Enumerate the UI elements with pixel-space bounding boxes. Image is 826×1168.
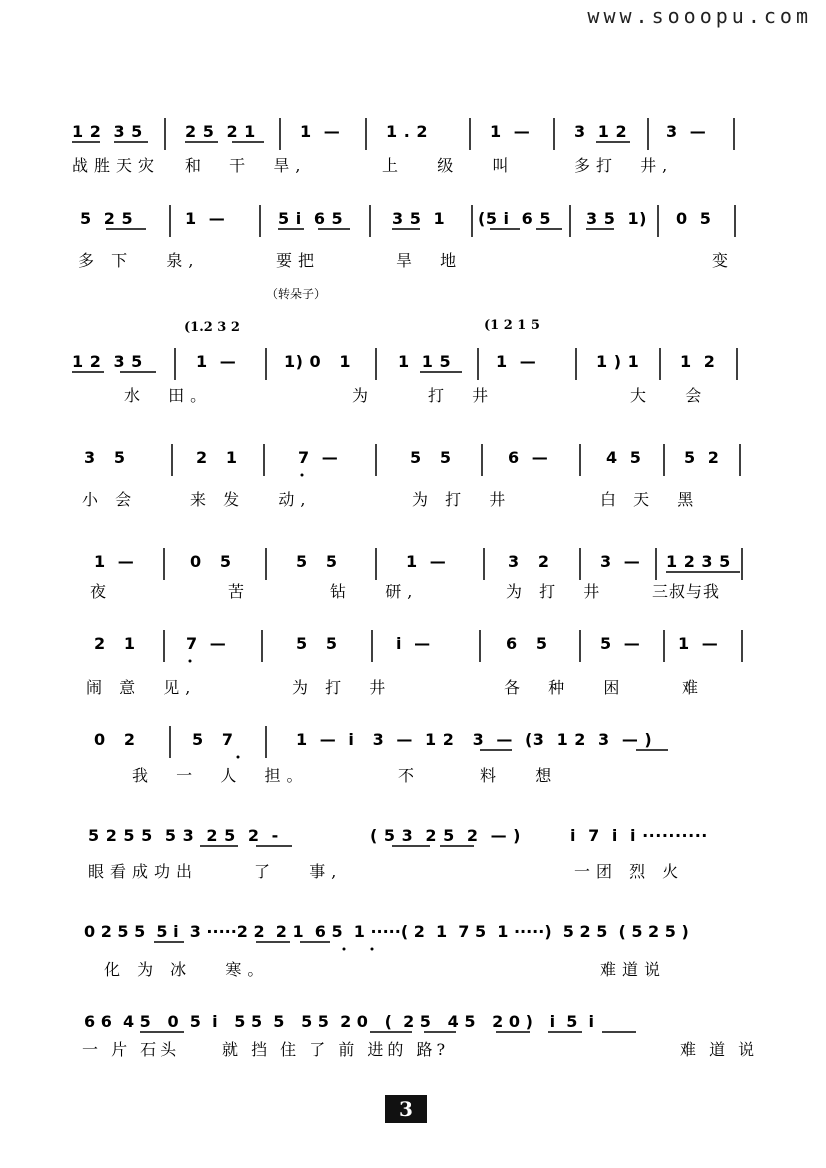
lyric: 为 打 井 <box>412 490 512 509</box>
lyric: 苦 <box>228 582 251 601</box>
note-group: 0 2 <box>94 730 136 749</box>
lyric: 化 为 冰 寒。 <box>104 960 270 979</box>
note-group: 5 5 <box>410 448 452 467</box>
lyric: 钻 研, <box>330 582 419 601</box>
note-group: 1) 0 1 <box>284 352 351 371</box>
lyric: 就 挡 住 了 前 进的 路? <box>222 1040 450 1059</box>
notation-marks <box>0 822 826 862</box>
note-group: 1 ) 1 <box>596 352 640 371</box>
note-group: i — <box>396 634 431 653</box>
note-group: 2 1 <box>196 448 238 467</box>
lyric: 打 井 <box>428 386 495 405</box>
note-group: 1 1 5 <box>398 352 452 371</box>
notation-marks <box>0 918 826 958</box>
lyric: 为 打 井 <box>292 678 392 697</box>
lyric: 一团 烈 火 <box>574 862 685 881</box>
notation-marks <box>0 630 826 670</box>
watermark: www.sooopu.com <box>587 4 812 28</box>
lyric: 上 级 叫 <box>382 156 515 175</box>
note-group: 1 — <box>94 552 135 571</box>
note-group: 1 — i 3 — 1 2 3 — (3 1 2 3 — ) <box>296 730 653 749</box>
note-group: 5 5 <box>296 552 338 571</box>
lyric: 不 <box>398 766 421 785</box>
note-group: 1 — <box>196 352 237 371</box>
note-group: 5 — <box>600 634 641 653</box>
notation-marks <box>0 444 826 484</box>
lyric: 多 下 泉, <box>78 251 200 270</box>
note-group: i 7 i i ·········· <box>570 826 708 845</box>
lyric: 战胜天灾 <box>72 156 161 175</box>
lyrics-line <box>0 1040 826 1140</box>
note-group: 3 2 <box>508 552 550 571</box>
lyric: 变 <box>712 251 735 270</box>
lyric: 来 发 动, <box>190 490 312 509</box>
note-group: 2 1 <box>94 634 136 653</box>
note-group: 5 5 <box>296 634 338 653</box>
note-group: 5 2 5 5 5 3 2 5 2 - <box>88 826 279 845</box>
note-group: 1 2 3 5 <box>666 552 731 571</box>
lyric: 眼看成功出 <box>88 862 199 881</box>
notation-marks <box>0 726 826 766</box>
note-group: 7 — <box>186 634 227 653</box>
notation-marks <box>0 205 826 245</box>
lyric: 一 片 石头 <box>82 1040 181 1059</box>
note-group: 1 2 3 5 <box>72 352 143 371</box>
lyric: 夜 <box>90 582 113 601</box>
note-group: 1 . 2 <box>386 122 428 141</box>
note-group: 0 5 <box>676 209 712 228</box>
lyric: 旱 地 <box>396 251 463 270</box>
note-group: 1 2 3 5 <box>72 122 143 141</box>
note-group: 3 5 1 <box>392 209 446 228</box>
note-group: 3 — <box>600 552 641 571</box>
note-group: 4 5 <box>606 448 642 467</box>
note-group: 5 2 <box>684 448 720 467</box>
note-group: 5 7 <box>192 730 234 749</box>
lyric: 小 会 <box>82 490 138 509</box>
note-group: 2 5 2 1 <box>185 122 256 141</box>
lyric: 多打 井, <box>574 156 674 175</box>
note-group: 0 2 5 5 5 i 3 ·····2 2 2 1 6 5 1 ·····( 2 1 7 5 1 ·····) 5 2 5 ( 5 2 5 ) <box>84 922 689 941</box>
grace-notes: (1.2 3 2 <box>184 320 240 335</box>
lyric: 要把 <box>276 251 321 270</box>
note-group: 3 5 1) <box>586 209 647 228</box>
lyric: 和 干 旱, <box>185 156 307 175</box>
note-group: 5 2 5 <box>80 209 134 228</box>
notation-marks <box>0 118 826 158</box>
lyric: 水 田。 <box>124 386 213 405</box>
lyric: 料 想 <box>480 766 558 785</box>
lyric: 我 一 人 担。 <box>132 766 309 785</box>
note-group: 1 — <box>490 122 531 141</box>
lyric: 难 道 说 <box>680 1040 759 1059</box>
lyric: 三叔与我 <box>652 582 721 601</box>
lyric: 为 <box>352 386 375 405</box>
note-group: 1 2 <box>680 352 716 371</box>
notation-marks <box>0 348 826 388</box>
lyric: 各 种 困 <box>504 678 626 697</box>
note-group: 6 — <box>508 448 549 467</box>
note-group: 1 — <box>496 352 537 371</box>
annotation-label: （转朵子） <box>266 287 327 301</box>
note-group: 0 5 <box>190 552 232 571</box>
note-group: 3 — <box>666 122 707 141</box>
lyric: 难道说 <box>600 960 667 979</box>
note-group: 5 i 6 5 <box>278 209 344 228</box>
lyric: 了 事, <box>254 862 343 881</box>
page-number: 3 <box>385 1095 427 1123</box>
lyric: 大 会 <box>630 386 708 405</box>
note-group: 1 — <box>185 209 226 228</box>
note-group: 1 — <box>406 552 447 571</box>
lyric: 白 天 黑 <box>600 490 700 509</box>
note-group: 1 — <box>300 122 341 141</box>
lyric: 闹 意 见, <box>86 678 197 697</box>
lyric: 为 打 井 <box>506 582 606 601</box>
lyric: 难 <box>682 678 705 697</box>
note-group: 3 1 2 <box>574 122 628 141</box>
note-group: 1 — <box>678 634 719 653</box>
note-group: (5 i 6 5 <box>478 209 551 228</box>
note-group: 6 6 4 5 0 5 i 5 5 5 5 5 2 0 ( 2 5 4 5 2 0 ) i 5 i <box>84 1012 594 1031</box>
note-group: 7 — <box>298 448 339 467</box>
note-group: 3 5 <box>84 448 126 467</box>
grace-notes: (1 2 1 5 <box>484 318 540 333</box>
note-group: 6 5 <box>506 634 548 653</box>
note-group: ( 5 3 2 5 2 — ) <box>370 826 521 845</box>
